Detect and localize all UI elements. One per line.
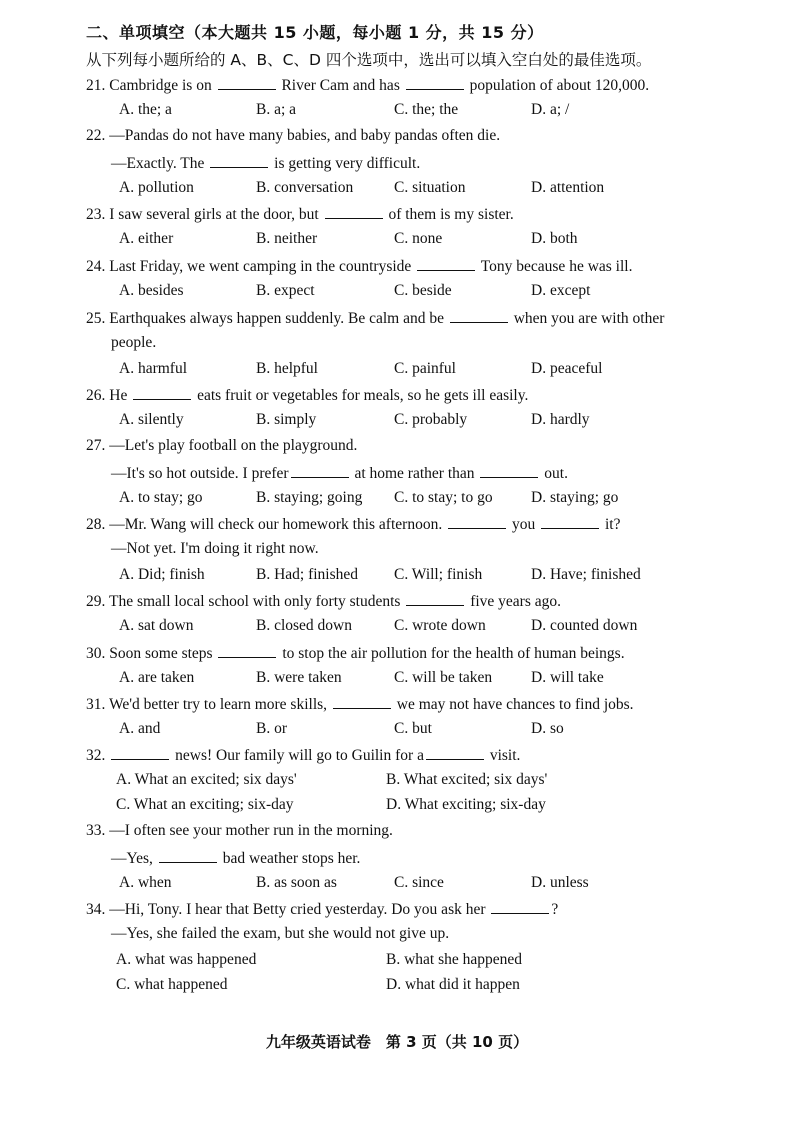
question-number: 24. [86,258,110,275]
question-stem-line [86,307,766,333]
question-number: 32. [86,747,110,764]
stem-text: —Mr. Wang will check our homework this afternoon. [109,516,447,533]
question-34 [86,898,766,1000]
stem-text: —Not yet. I'm doing it right now. [111,540,319,557]
option-d: D. hardly [531,411,590,428]
question-stem-line [86,255,766,281]
question-number: 31. [86,696,109,713]
question-stem-line [86,203,766,229]
stem-text: ? [551,901,559,918]
option-a: A. and [119,720,161,737]
option-a: A. What an excited; six days' [116,771,297,788]
stem-text: —Yes, [111,850,157,867]
question-stem-line [86,74,766,100]
stem-text: visit. [485,747,521,764]
question-30 [86,642,766,693]
question-number: 28. [86,516,110,533]
question-stem-line [86,693,766,719]
question-27 [86,436,766,513]
option-a: A. the; a [119,101,172,118]
option-c: C. the; the [394,101,459,118]
stem-text: —Exactly. The [111,155,209,172]
option-d: D. unless [531,874,589,891]
question-number: 33. [86,822,110,839]
options-row [86,873,766,898]
question-31 [86,693,766,744]
question-stem-line [86,924,766,950]
options-row [86,359,766,384]
question-23 [86,203,766,254]
answer-blank [480,462,538,478]
question-stem-line [86,744,766,770]
answer-blank [448,513,506,529]
question-stem-line [86,590,766,616]
option-d: D. counted down [531,617,638,634]
option-c: C. painful [394,360,456,377]
options-row [86,668,766,693]
option-b: B. staying; going [256,489,363,506]
option-d: D. What exciting; six-day [386,796,546,813]
option-d: D. what did it happen [386,976,520,993]
answer-blank [218,642,276,658]
answer-blank [541,513,599,529]
answer-blank [406,590,464,606]
option-b: B. expect [256,282,315,299]
stem-text: —I often see your mother run in the morning. [109,822,393,839]
stem-text: I saw several girls at the door, but [109,206,323,223]
answer-blank [333,693,391,709]
option-c: C. probably [394,411,468,428]
question-stem-line [86,126,766,152]
options-row [86,565,766,590]
stem-text: We'd better try to learn more skills, [108,696,331,713]
stem-text: River Cam and has [277,77,404,94]
question-stem-line [86,462,766,488]
stem-text: news! Our family will go to Guilin for a [171,747,424,764]
question-28 [86,513,766,590]
options-row [86,719,766,744]
stem-text: it? [601,516,621,533]
stem-text: Cambridge is on [109,77,216,94]
question-stem-line [86,333,766,359]
question-stem-line [86,642,766,668]
answer-blank [159,847,217,863]
question-stem-line [86,539,766,565]
options-row [86,975,766,1000]
option-b: B. were taken [256,669,342,686]
question-number: 23. [86,206,110,223]
option-d: D. staying; go [531,489,619,506]
question-stem-line [86,384,766,410]
option-c: C. will be taken [394,669,493,686]
options-row [86,281,766,306]
option-a: A. what was happened [116,951,257,968]
option-a: A. when [119,874,172,891]
option-b: B. neither [256,230,318,247]
question-24 [86,255,766,306]
option-a: A. either [119,230,174,247]
stem-text: eats fruit or vegetables for meals, so he gets ill easily. [193,387,529,404]
stem-text: bad weather stops her. [218,850,361,867]
option-c: C. beside [394,282,452,299]
stem-text: of them is my sister. [384,206,514,223]
option-a: A. silently [119,411,184,428]
stem-text: The small local school with only forty students [108,593,405,610]
question-number: 29. [86,593,109,610]
question-stem-line [86,847,766,873]
answer-blank [291,462,349,478]
option-b: B. or [256,720,287,737]
stem-text: population of about 120,000. [465,77,650,94]
options-row [86,795,766,820]
stem-text: He [109,387,132,404]
stem-text: when you are with other [509,310,665,327]
option-d: D. both [531,230,578,247]
stem-text: to stop the air pollution for the health of human beings. [278,645,625,662]
option-b: B. as soon as [256,874,337,891]
answer-blank [111,744,169,760]
stem-text: Last Friday, we went camping in the countryside [109,258,416,275]
option-b: B. conversation [256,179,354,196]
option-a: A. pollution [119,179,194,196]
option-c: C. wrote down [394,617,486,634]
question-22 [86,126,766,203]
option-a: A. to stay; go [119,489,203,506]
option-a: A. are taken [119,669,195,686]
answer-blank [406,74,464,90]
answer-blank [426,744,484,760]
question-stem-line [86,513,766,539]
stem-text: —Pandas do not have many babies, and baby pandas often die. [109,127,501,144]
question-25 [86,307,766,384]
stem-text: out. [540,465,568,482]
answer-blank [133,384,191,400]
stem-text: we may not have chances to find jobs. [392,696,634,713]
stem-text: Soon some steps [109,645,217,662]
answer-blank [218,74,276,90]
stem-text: people. [111,334,157,351]
options-row [86,616,766,641]
question-stem-line [86,821,766,847]
option-d: D. except [531,282,591,299]
option-b: B. Had; finished [256,566,359,583]
options-row [86,229,766,254]
question-number: 25. [86,310,110,327]
question-stem-line [86,152,766,178]
question-number: 26. [86,387,110,404]
option-b: B. simply [256,411,317,428]
option-a: A. Did; finish [119,566,205,583]
options-row [86,410,766,435]
option-c: C. what happened [116,976,228,993]
options-row [86,178,766,203]
option-c: C. but [394,720,432,737]
options-row [86,100,766,125]
answer-blank [417,255,475,271]
option-c: C. Will; finish [394,566,483,583]
question-33 [86,821,766,898]
option-b: B. helpful [256,360,318,377]
option-c: C. situation [394,179,466,196]
stem-text: is getting very difficult. [270,155,421,172]
question-stem-line [86,436,766,462]
stem-text: —Hi, Tony. I hear that Betty cried yesterday. Do you ask her [109,901,490,918]
option-b: B. closed down [256,617,353,634]
options-row [86,488,766,513]
option-c: C. What an exciting; six-day [116,796,294,813]
stem-text: at home rather than [350,465,479,482]
section-instructions: 从下列每小题所给的 A、B、C、D 四个选项中，选出可以填入空白处的最佳选项。 [86,51,652,69]
question-number: 22. [86,127,110,144]
option-d: D. will take [531,669,604,686]
option-a: A. sat down [119,617,194,634]
stem-text: —Let's play football on the playground. [109,437,358,454]
question-stem-line [86,898,766,924]
option-a: A. harmful [119,360,188,377]
stem-text: you [508,516,540,533]
question-number: 27. [86,437,110,454]
option-d: D. a; / [531,101,570,118]
stem-text: Tony because he was ill. [477,258,633,275]
question-26 [86,384,766,435]
answer-blank [325,203,383,219]
stem-text: —It's so hot outside. I prefer [111,465,289,482]
option-c: C. to stay; to go [394,489,493,506]
question-32 [86,744,766,820]
options-row [86,950,766,975]
answer-blank [450,307,508,323]
option-c: C. none [394,230,443,247]
option-a: A. besides [119,282,184,299]
question-21 [86,74,766,125]
stem-text: —Yes, she failed the exam, but she would not give up. [111,925,450,942]
option-d: D. so [531,720,564,737]
question-number: 34. [86,901,110,918]
stem-text: five years ago. [466,593,561,610]
answer-blank [491,898,549,914]
stem-text: Earthquakes always happen suddenly. Be calm and be [109,310,448,327]
question-number: 21. [86,77,110,94]
option-c: C. since [394,874,444,891]
question-29 [86,590,766,641]
option-d: D. peaceful [531,360,603,377]
option-d: D. Have; finished [531,566,641,583]
answer-blank [210,152,268,168]
option-b: B. a; a [256,101,297,118]
question-number: 30. [86,645,110,662]
option-d: D. attention [531,179,605,196]
page-footer: 九年级英语试卷 第 3 页（共 10 页） [265,1033,529,1051]
options-row [86,770,766,795]
section-title: 二、单项填空（本大题共 15 小题，每小题 1 分，共 15 分） [86,23,544,42]
option-b: B. What excited; six days' [386,771,548,788]
option-b: B. what she happened [386,951,523,968]
